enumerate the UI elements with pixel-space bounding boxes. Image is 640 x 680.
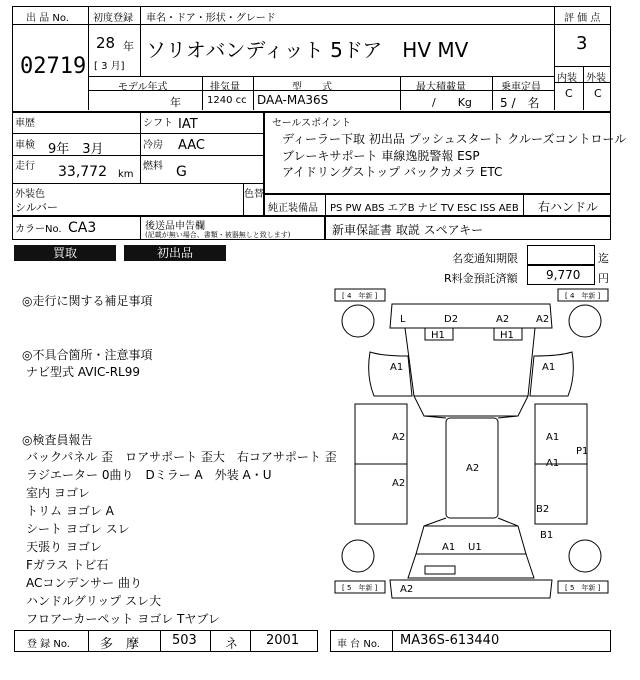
front-right-fender [530,352,573,396]
inspector-title: ◎検査員報告 [22,433,93,447]
mileage-label: 走行 [15,161,35,172]
mark-a1: A1 [546,458,560,469]
registration-area: 多 摩 [100,637,140,652]
wheel-front-right [569,305,601,337]
mark-a1: A1 [442,542,456,553]
tire-label-rear-right: [ 5 年新 ] [565,584,601,592]
exterior-grade: C [594,87,602,100]
capacity-label: 乗車定員 [501,82,541,93]
registration-kana: ネ [225,637,239,652]
mark-a2: A2 [400,584,414,595]
cooling: AAC [178,138,205,153]
mark-a2: A2 [392,432,406,443]
color-no-label: カラーNo. [15,224,62,235]
sales-line-3: アイドリングストップ バックカメラ ETC [282,165,503,179]
inspector-item: Fガラス トビ石 [26,558,109,572]
recycle-unit: 円 [598,272,609,285]
mark-b2: B2 [536,504,550,515]
cooling-label: 冷房 [143,140,163,151]
shift: IAT [178,117,198,132]
deadline-field [527,245,595,265]
wheel-rear-left [342,540,374,572]
exterior-color-label: 外装色 [15,189,45,200]
interior-grade-label: 内装 [557,73,577,84]
deadline-label: 名変通知期限 [452,252,518,265]
inspector-item: ハンドルグリップ スレ大 [26,594,162,608]
color-no: CA3 [68,220,97,236]
mark-l: L [400,314,406,325]
mark-u1: U1 [468,542,482,553]
mileage: 33,772 [58,164,107,180]
mark-h1: H1 [500,330,514,341]
exterior-color: シルバー [15,201,58,214]
sales-line-1: ディーラー下取 初出品 プッシュスタート クルーズコントロール [282,132,627,146]
history-label: 車歴 [15,118,35,129]
first-listing-badge: 初出品 [124,245,226,261]
sales-line-2: ブレーキサポート 車線逸脱警報 ESP [282,149,480,163]
equipment: PS PW ABS エアB ナビ TV ESC ISS AEB [330,203,519,214]
mark-a2: A2 [536,314,550,325]
interior-grade: C [565,87,573,100]
license-plate [425,566,455,574]
mark-p1: P1 [576,446,589,457]
score: 3 [576,33,588,54]
sales-label: セールスポイント [272,118,352,129]
damage-marks [390,314,588,595]
inspector-item: シート ヨゴレ スレ [26,522,130,536]
capacity: 5 / 名 [500,96,540,110]
tire-label-front-right: [ 4 年新 ] [565,292,601,300]
recycle-label: R料金預託済額 [444,272,518,285]
mark-a2: A2 [466,463,480,474]
mark-b1: B1 [540,530,554,541]
mark-a1: A1 [542,362,556,373]
after-delivery-label: 後送品申告欄 [145,221,205,232]
type-label: 型 式 [292,82,332,93]
after-delivery-note: (記載が無い場合、書類・被器無しと致します) [145,231,291,239]
lot-number: 02719 [20,54,87,79]
equipment-label: 純正装備品 [268,203,318,214]
buy-badge: 買取 [14,245,116,261]
inspector-item: トリム ヨゴレ A [26,504,114,518]
inspector-item: 天張り ヨゴレ [26,540,102,554]
inspector-item: ラジエーター 0曲り Dミラー A 外装 A・U [26,468,272,482]
mileage-unit: km [118,169,134,180]
registration-class: 503 [172,633,197,648]
model-year-unit: 年 [170,96,181,109]
color-change-label: 色替 [244,189,264,200]
driving-notes-title: ◎走行に関する補足事項 [22,294,153,308]
mark-a1: A1 [390,362,404,373]
first-registration-year: 28 [96,34,116,52]
fuel: G [176,164,187,180]
steering: 右ハンドル [538,200,599,214]
inspector-item: バックパネル 歪 ロアサポート 歪大 右コアサポート 歪 [26,450,337,464]
first-registration-label: 初度登録 [93,13,133,24]
lot-number-label: 出 品 No. [26,13,69,24]
tire-label-rear-left: [ 5 年新 ] [342,584,378,592]
front-bumper [390,304,552,328]
exterior-grade-label: 外装 [586,73,606,84]
model-year-label: モデル年式 [118,82,168,93]
year-unit: 年 [123,40,134,53]
tire-label-front-left: [ 4 年新 ] [342,292,378,300]
warranty: 新車保証書 取説 スペアキー [332,223,484,237]
car-name-label: 車名・ドア・形状・グレード [146,13,276,24]
mark-a1: A1 [546,432,560,443]
inspection-label: 車検 [15,140,35,151]
deadline-unit: 迄 [598,252,609,265]
defect-item: ナビ型式 AVIC-RL99 [26,365,141,379]
car-damage-diagram [330,286,615,626]
mark-d2: D2 [444,314,459,325]
chassis-label: 車 台 No. [337,639,380,650]
mark-a2: A2 [392,478,406,489]
type-code: DAA-MA36S [257,93,329,107]
inspection-value: 9年 3月 [48,142,104,157]
max-load: / Kg [432,96,472,109]
inspector-item: 室内 ヨゴレ [26,486,90,500]
wheel-front-left [342,305,374,337]
registration-label: 登 録 No. [27,639,70,650]
score-label: 評 価 点 [564,13,601,24]
recycle-value: 9,770 [546,268,581,282]
windshield [414,396,528,416]
fuel-label: 燃料 [143,161,163,172]
car-name: ソリオバンディット 5ドア HV MV [146,38,469,62]
max-load-label: 最大積載量 [416,82,466,93]
chassis-number: MA36S-613440 [400,633,500,648]
inspector-item: フロアーカーペット ヨゴレ Tヤブレ [26,612,220,626]
wheel-rear-right [569,540,601,572]
defect-notes-title: ◎不具合箇所・注意事項 [22,348,153,362]
first-registration-month: [ 3 月] [94,61,125,72]
registration-number: 2001 [266,633,300,648]
inspector-item: ACコンデンサー 曲り [26,576,142,590]
front-left-fender [369,352,412,396]
mark-a2: A2 [496,314,510,325]
displacement-label: 排気量 [210,82,240,93]
rear-bumper [390,580,552,598]
shift-label: シフト [143,118,173,129]
displacement: 1240 cc [207,95,247,106]
mark-h1: H1 [431,330,445,341]
